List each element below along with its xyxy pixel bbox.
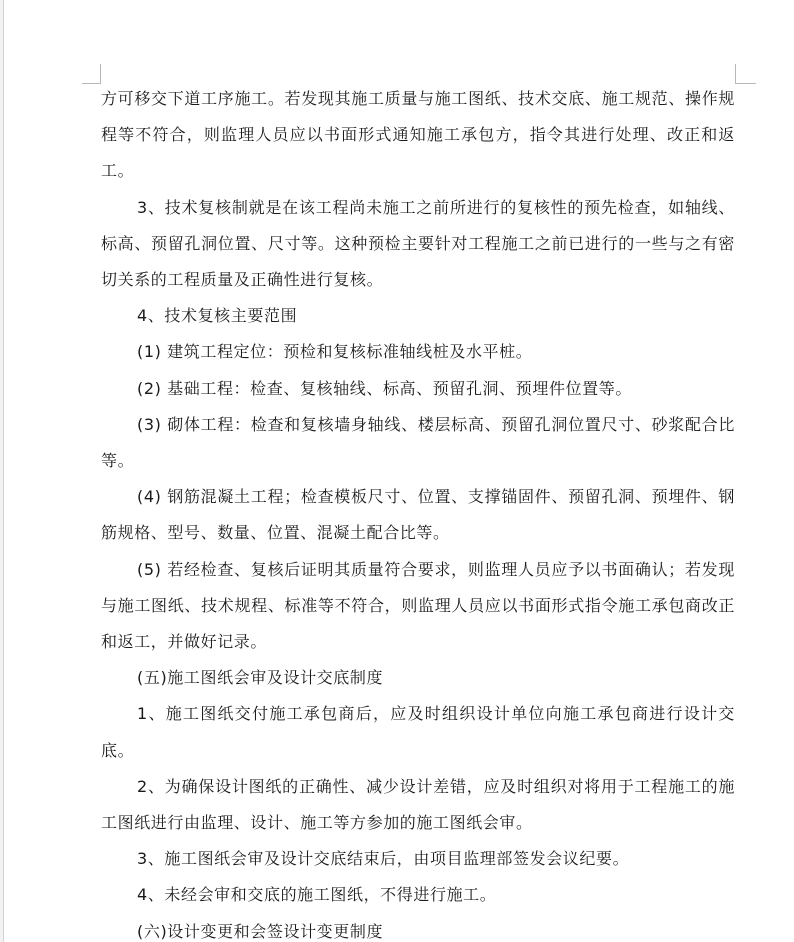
- section-heading-6[interactable]: (六)设计变更和会签设计变更制度: [137, 921, 384, 941]
- paragraph-6[interactable]: (3) 砌体工程：检查和复核墙身轴线、楼层标高、预留孔洞位置尺寸、砂浆配合比等。: [101, 414, 735, 471]
- paragraph-11[interactable]: 2、为确保设计图纸的正确性、减少设计差错，应及时组织对将用于工程施工的施工图纸进行由监理、设计、施工等方参加的施工图纸会审。: [101, 776, 735, 833]
- paragraph-10[interactable]: 1、施工图纸交付施工承包商后，应及时组织设计单位向施工承包商进行设计交底。: [101, 704, 735, 760]
- page-left-edge: [0, 0, 4, 942]
- paragraph-12[interactable]: 3、施工图纸会审及设计交底结束后，由项目监理部签发会议纪要。: [137, 849, 630, 869]
- section-heading-5[interactable]: (五)施工图纸会审及设计交底制度: [137, 668, 384, 688]
- paragraph-1[interactable]: 方可移交下道工序施工。若发现其施工质量与施工图纸、技术交底、施工规范、操作规程等不符合，则监理人员应以书面形式通知施工承包方，指令其进行处理、改正和返工。: [101, 89, 735, 181]
- right-margin-corner-mark: [735, 64, 756, 84]
- paragraph-13[interactable]: 4、未经会审和交底的施工图纸，不得进行施工。: [137, 885, 497, 905]
- paragraph-3[interactable]: 4、技术复核主要范围: [137, 306, 298, 326]
- paragraph-4[interactable]: (1) 建筑工程定位：预检和复核标准轴线桩及水平桩。: [137, 342, 533, 362]
- paragraph-7[interactable]: (4) 钢筋混凝土工程；检查模板尺寸、位置、支撑锚固件、预留孔洞、预埋件、钢筋规格、型号、数量、位置、混凝土配合比等。: [101, 487, 735, 543]
- paragraph-8[interactable]: (5) 若经检查、复核后证明其质量符合要求，则监理人员应予以书面确认；若发现与施工图纸、技术规程、标准等不符合，则监理人员应以书面形式指令施工承包商改正和返工，并做好记录。: [101, 559, 735, 652]
- paragraph-2[interactable]: 3、技术复核制就是在该工程尚未施工之前所进行的复核性的预先检查，如轴线、标高、预留孔洞位置、尺寸等。这种预检主要针对工程施工之前已进行的一些与之有密切关系的工程质量及正确性进行复核。: [101, 197, 735, 290]
- paragraph-5[interactable]: (2) 基础工程：检查、复核轴线、标高、预留孔洞、预埋件位置等。: [137, 378, 632, 398]
- document-body[interactable]: [101, 81, 735, 942]
- left-margin-corner-mark: [82, 64, 101, 84]
